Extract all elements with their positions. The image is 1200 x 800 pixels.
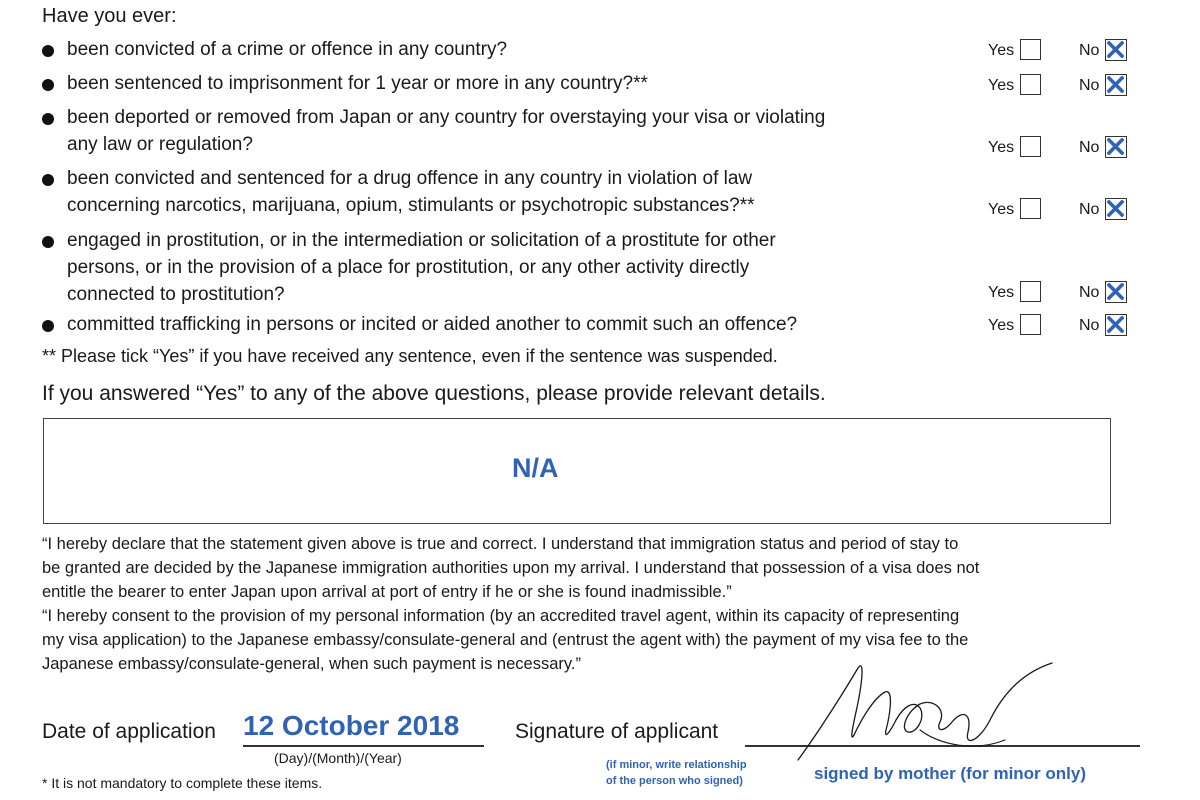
date-of-application-label: Date of application	[42, 720, 216, 743]
yes-checkbox[interactable]	[1020, 74, 1041, 95]
form-heading: Have you ever:	[42, 5, 177, 27]
question-text	[67, 165, 755, 219]
check-x-icon	[1107, 200, 1124, 217]
consent-line: Japanese embassy/consulate-general, when such payment is necessary.”	[42, 655, 581, 673]
no-checkbox-checked[interactable]	[1105, 281, 1127, 303]
check-x-icon	[1107, 41, 1124, 58]
consent-line: my visa application) to the Japanese embassy/consulate-general and (entrust the agent with) the payment of my visa fee to the	[42, 631, 969, 649]
date-underline	[243, 745, 484, 747]
no-label: No	[1079, 284, 1100, 301]
declaration-line: be granted are decided by the Japanese immigration authorities upon my arrival. I understand that possession of a visa does not	[42, 559, 980, 577]
details-value: N/A	[512, 453, 559, 483]
check-x-icon	[1107, 76, 1124, 93]
question-line: engaged in prostitution, or in the intermediation or solicitation of a prostitute for other	[67, 230, 776, 251]
yes-label: Yes	[988, 42, 1015, 59]
details-field[interactable]	[43, 418, 1111, 524]
yes-checkbox[interactable]	[1020, 136, 1041, 157]
no-label: No	[1079, 139, 1100, 156]
yes-label: Yes	[988, 139, 1015, 156]
no-label: No	[1079, 317, 1100, 334]
question-line: been convicted and sentenced for a drug offence in any country in violation of law	[67, 168, 753, 189]
question-text: been convicted of a crime or offence in any country?	[67, 39, 508, 60]
no-label: No	[1079, 77, 1100, 94]
bullet-icon	[42, 320, 54, 332]
declaration-line: “I hereby declare that the statement given above is true and correct. I understand that immigration status and period of stay to	[42, 535, 959, 553]
handwritten-signature[interactable]	[790, 660, 1090, 770]
no-checkbox-checked[interactable]	[1105, 198, 1127, 220]
declaration-line: entitle the bearer to enter Japan upon arrival at port of entry if he or she is found inadmissible.”	[42, 583, 732, 601]
minor-hint-line: of the person who signed)	[606, 775, 743, 787]
question-text	[67, 104, 825, 158]
yes-checkbox[interactable]	[1020, 39, 1041, 60]
date-of-application-field[interactable]: 12 October 2018	[243, 710, 460, 741]
yes-checkbox[interactable]	[1020, 281, 1041, 302]
yes-checkbox[interactable]	[1020, 314, 1041, 335]
suspended-sentence-note: ** Please tick “Yes” if you have received any sentence, even if the sentence was suspended.	[42, 346, 778, 366]
bullet-icon	[42, 174, 54, 186]
question-line: any law or regulation?	[67, 134, 253, 155]
bullet-icon	[42, 79, 54, 91]
yes-label: Yes	[988, 77, 1015, 94]
no-label: No	[1079, 42, 1100, 59]
date-format-hint: (Day)/(Month)/(Year)	[274, 750, 402, 766]
no-checkbox-checked[interactable]	[1105, 314, 1127, 336]
question-text	[67, 227, 776, 308]
check-x-icon	[1107, 316, 1124, 333]
no-label: No	[1079, 201, 1100, 218]
bullet-icon	[42, 45, 54, 57]
question-text: committed trafficking in persons or incited or aided another to commit such an offence?	[67, 314, 798, 335]
no-checkbox-checked[interactable]	[1105, 136, 1127, 158]
yes-label: Yes	[988, 201, 1015, 218]
footnote: * It is not mandatory to complete these items.	[42, 775, 323, 791]
signature-label: Signature of applicant	[515, 720, 719, 743]
yes-label: Yes	[988, 284, 1015, 301]
details-prompt: If you answered “Yes” to any of the above questions, please provide relevant details.	[42, 382, 826, 405]
question-line: been deported or removed from Japan or any country for overstaying your visa or violating	[67, 107, 826, 128]
bullet-icon	[42, 236, 54, 248]
question-line: connected to prostitution?	[67, 284, 285, 305]
check-x-icon	[1107, 283, 1124, 300]
yes-checkbox[interactable]	[1020, 198, 1041, 219]
minor-relationship-hint	[606, 757, 747, 789]
check-x-icon	[1107, 138, 1124, 155]
bullet-icon	[42, 113, 54, 125]
question-text: been sentenced to imprisonment for 1 year or more in any country?**	[67, 73, 648, 94]
signer-relationship[interactable]: signed by mother (for minor only)	[814, 764, 1087, 783]
yes-label: Yes	[988, 317, 1015, 334]
no-checkbox-checked[interactable]	[1105, 74, 1127, 96]
no-checkbox-checked[interactable]	[1105, 39, 1127, 61]
minor-hint-line: (if minor, write relationship	[606, 759, 747, 771]
question-line: persons, or in the provision of a place for prostitution, or any other activity directly	[67, 257, 750, 278]
question-line: concerning narcotics, marijuana, opium, stimulants or psychotropic substances?**	[67, 195, 755, 216]
consent-line: “I hereby consent to the provision of my personal information (by an accredited travel agent, within its capacity of representing	[42, 607, 960, 625]
